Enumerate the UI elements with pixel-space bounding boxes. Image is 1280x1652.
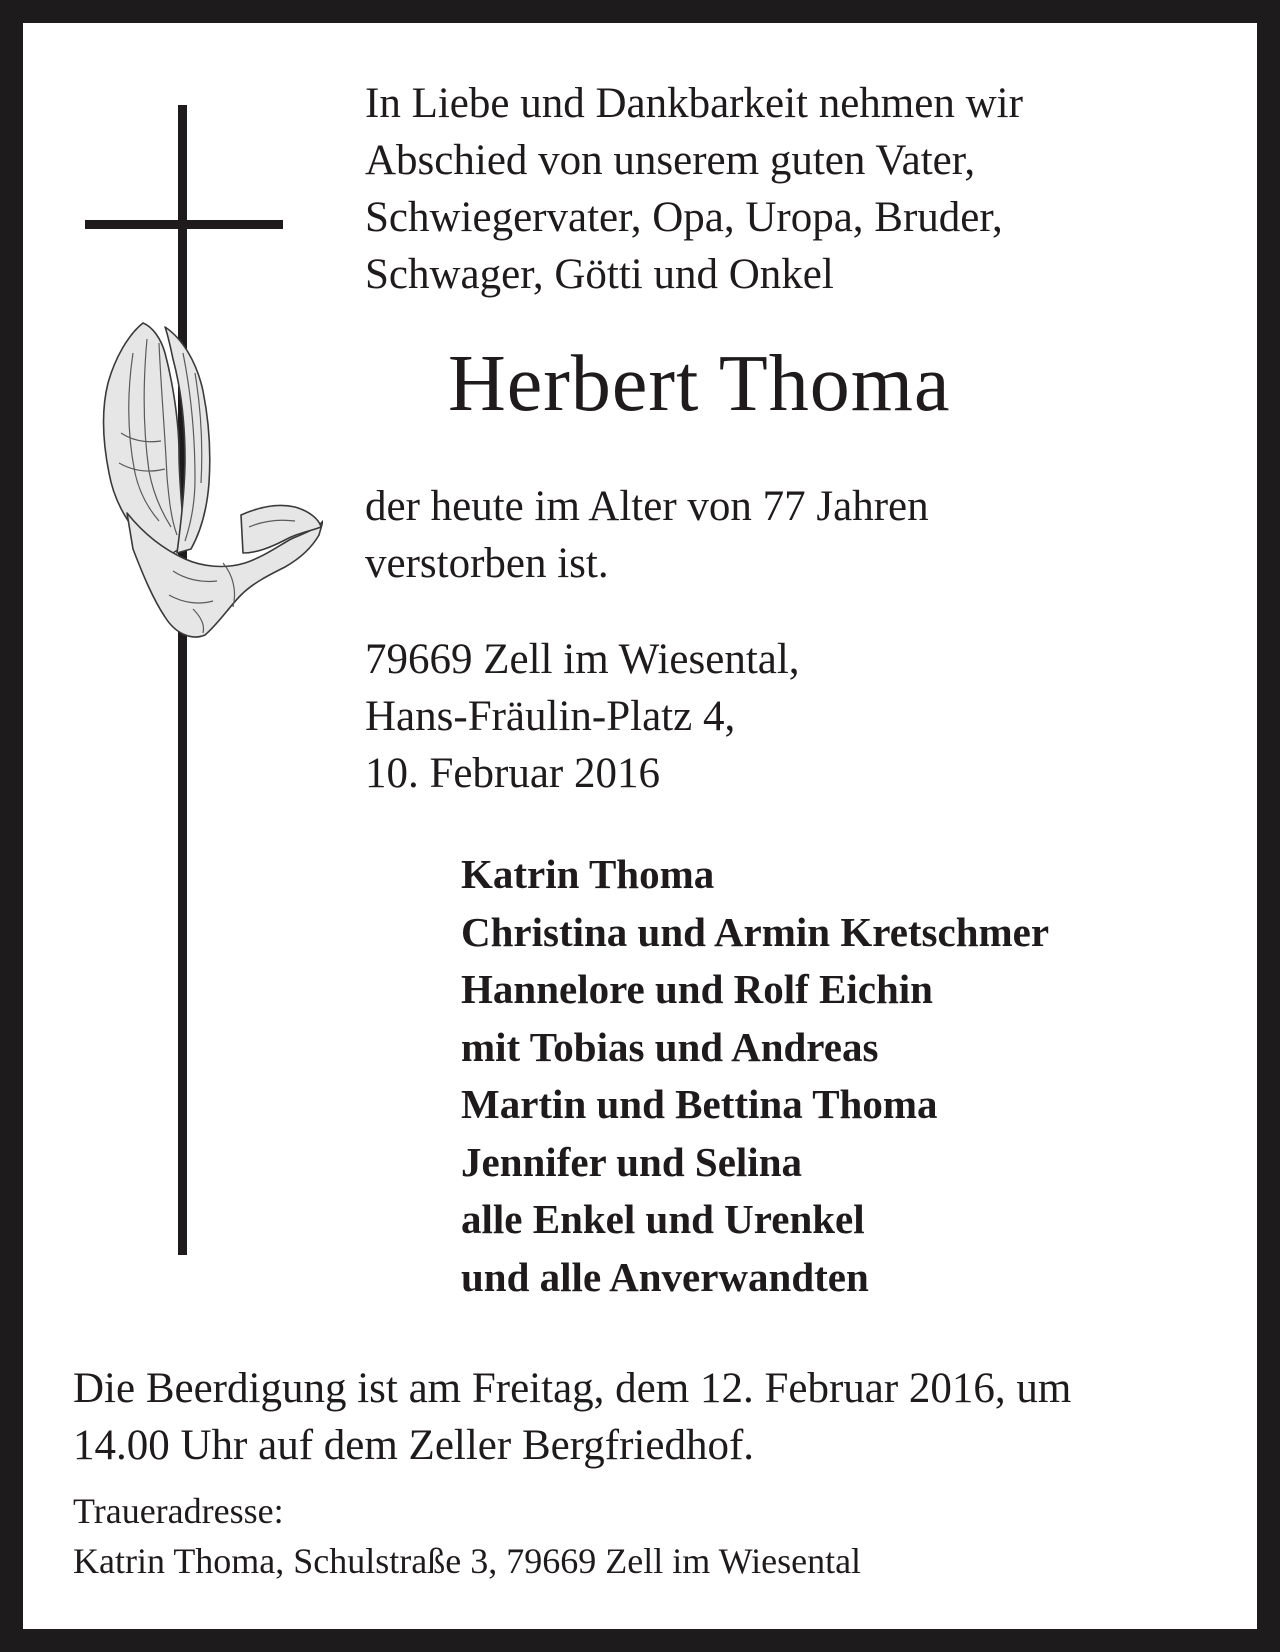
contact-label: Traueradresse: xyxy=(73,1491,284,1531)
age-text xyxy=(365,478,929,592)
intro-line: In Liebe und Dankbarkeit nehmen wir xyxy=(365,80,1023,127)
mourner-line: alle Enkel und Urenkel xyxy=(461,1196,865,1242)
intro-line: Abschied von unserem guten Vater, xyxy=(365,137,976,184)
address-line: 79669 Zell im Wiesental, xyxy=(365,636,800,683)
funeral-line: 14.00 Uhr auf dem Zeller Bergfriedhof. xyxy=(73,1422,755,1469)
funeral-line: Die Beerdigung ist am Freitag, dem 12. Februar 2016, um xyxy=(73,1365,1072,1412)
date-line: 10. Februar 2016 xyxy=(365,750,660,797)
mourner-line: Katrin Thoma xyxy=(461,851,715,897)
intro-text xyxy=(365,75,1023,303)
intro-line: Schwiegervater, Opa, Uropa, Bruder, xyxy=(365,194,1003,241)
praying-hands-icon xyxy=(73,313,323,643)
mourner-line: Martin und Bettina Thoma xyxy=(461,1081,938,1127)
cross-vertical-beam xyxy=(178,105,187,1255)
age-line: verstorben ist. xyxy=(365,540,609,587)
age-line: der heute im Alter von 77 Jahren xyxy=(365,483,929,530)
mourners-list xyxy=(461,846,1049,1306)
mourner-line: Jennifer und Selina xyxy=(461,1138,802,1185)
intro-line: Schwager, Götti und Onkel xyxy=(365,251,834,298)
mourner-line: und alle Anverwandten xyxy=(461,1253,869,1300)
address-line: Hans-Fräulin-Platz 4, xyxy=(365,693,736,740)
place-and-date xyxy=(365,631,800,802)
funeral-notice xyxy=(73,1360,1071,1474)
obituary-card xyxy=(23,23,1257,1629)
contact-address: Katrin Thoma, Schulstraße 3, 79669 Zell im Wiesental xyxy=(73,1541,862,1581)
mourner-line: mit Tobias und Andreas xyxy=(461,1023,879,1070)
cross-horizontal-beam xyxy=(85,220,283,229)
mourner-line: Christina und Armin Kretschmer xyxy=(461,908,1050,955)
deceased-name: Herbert Thoma xyxy=(448,340,951,428)
mourner-line: Hannelore und Rolf Eichin xyxy=(461,966,933,1012)
